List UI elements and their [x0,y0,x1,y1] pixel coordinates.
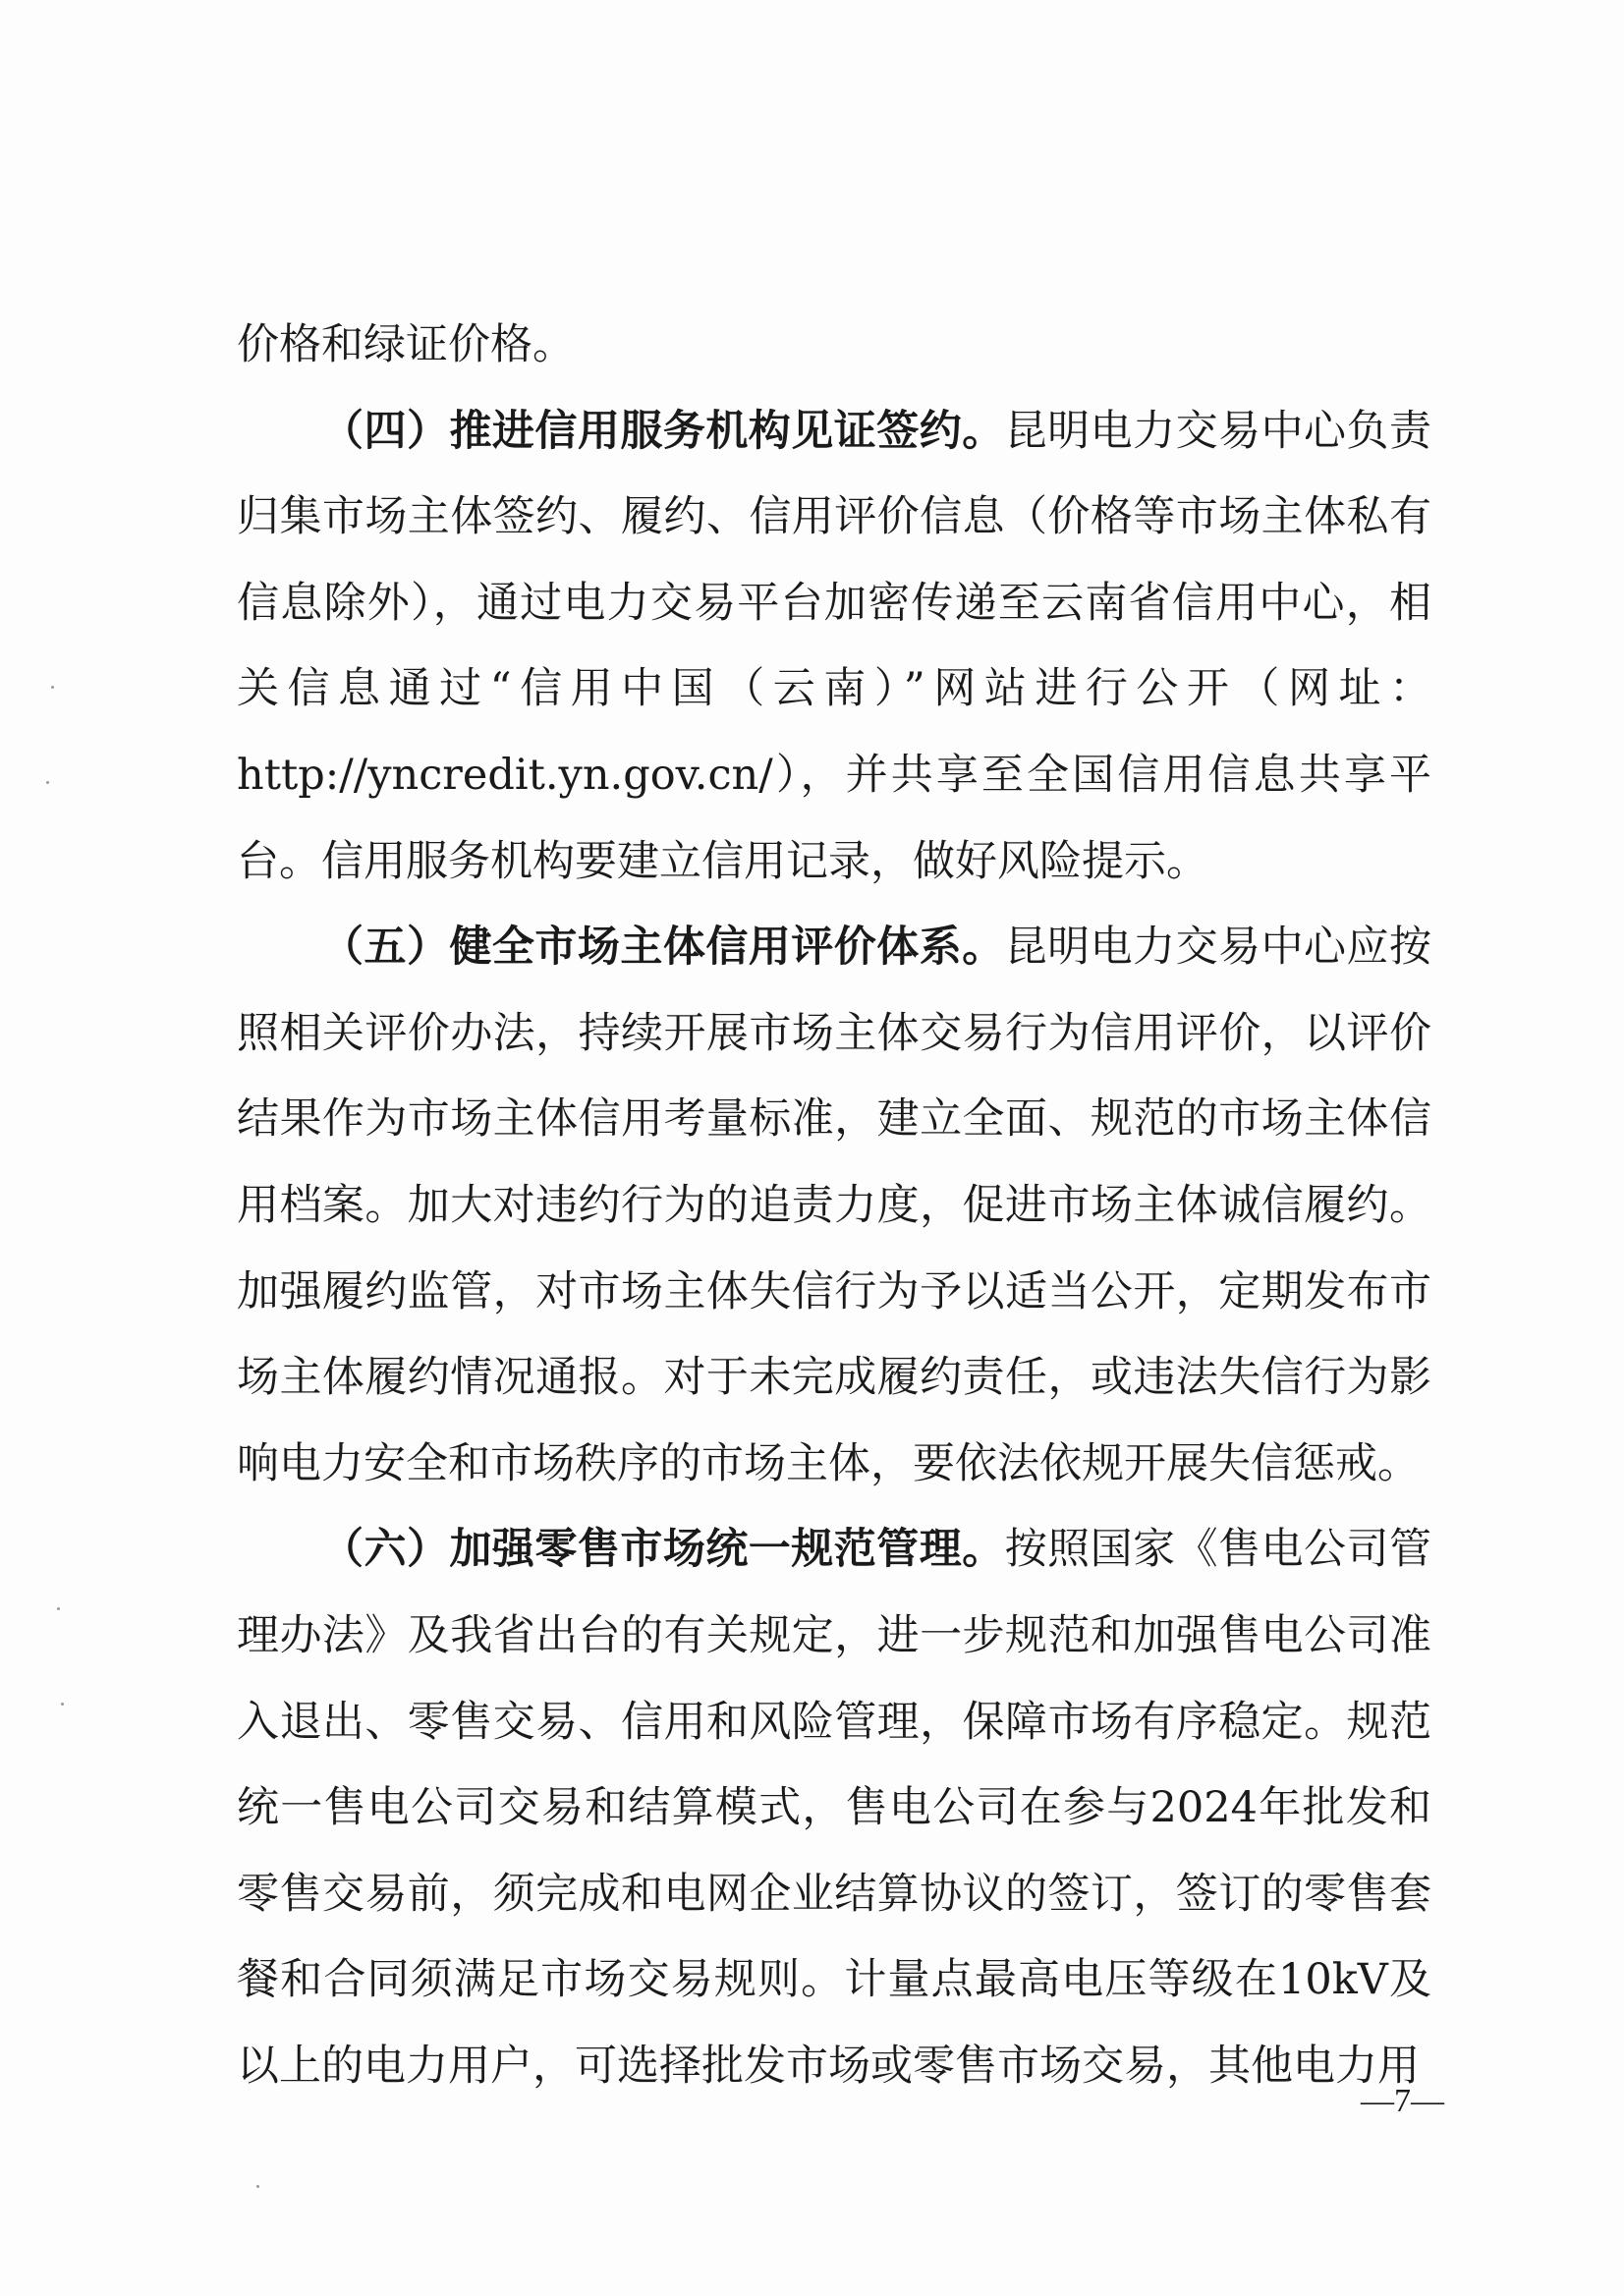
paragraph-text: 昆明电力交易中心应按照相关评价办法，持续开展市场主体交易行为信用评价，以评价结果作为市场主体信用考量标准，建立全面、规范的市场主体信用档案。加大对违约行为的追责力度，促进市场主体诚信履约。加强履约监管，对市场主体失信行为予以适当公开，定期发布市场主体履约情况通报。对于未完成履约责任，或违法失信行为影响电力安全和市场秩序的市场主体，要依法依规开展失信惩戒。 [237,923,1432,1488]
scan-speck [256,2185,259,2188]
paragraph-text: 价格和绿证价格。 [237,320,575,369]
scan-speck [46,781,49,784]
paragraph-section-4 [237,389,1431,906]
document-body [237,303,1431,2109]
scan-speck [51,686,54,689]
paragraph-continuation [237,303,1431,389]
section-heading: （六）加强零售市场统一规范管理。 [321,1525,1005,1575]
paragraph-text: 昆明电力交易中心负责归集市场主体签约、履约、信用评价信息（价格等市场主体私有信息除外），通过电力交易平台加密传递至云南省信用中心，相关信息通过“信用中国（云南）”网站进行公开（网址：http://yncredit.yn.gov.cn/），并共享至全国信用信息共享平台。信用服务机构要建立信用记录，做好风险提示。 [237,406,1432,886]
scan-speck [61,1703,64,1706]
paragraph-section-5 [237,905,1431,1507]
paragraph-text: 按照国家《售电公司管理办法》及我省出台的有关规定，进一步规范和加强售电公司准入退出、零售交易、信用和风险管理，保障市场有序稳定。规范统一售电公司交易和结算模式，售电公司在参与2024年批发和零售交易前，须完成和电网企业结算协议的签订，签订的零售套餐和合同须满足市场交易规则。计量点最高电压等级在10kV及以上的电力用户，可选择批发市场或零售市场交易，其他电力用 [237,1525,1432,2091]
scan-speck [57,1607,60,1610]
page-number: —7— [1361,2083,1444,2119]
section-heading: （五）健全市场主体信用评价体系。 [321,923,1005,973]
section-heading: （四）推进信用服务机构见证签约。 [321,406,1005,456]
paragraph-section-6 [237,1507,1431,2109]
